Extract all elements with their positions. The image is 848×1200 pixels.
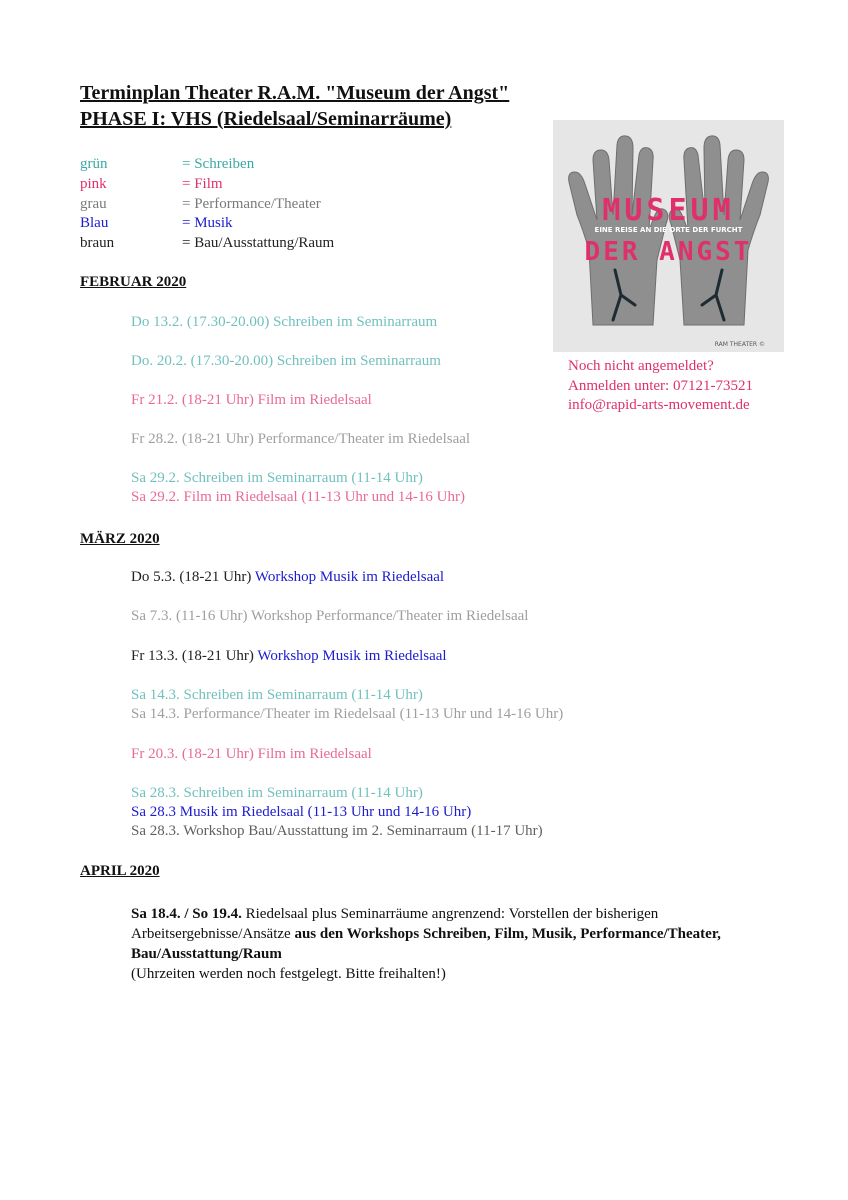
- event-item: Sa 7.3. (11-16 Uhr) Workshop Performance/Theater im Riedelsaal: [131, 608, 529, 624]
- event-item: Sa 14.3. Schreiben im Seminarraum (11-14 Uhr): [131, 687, 423, 703]
- legend-row-film: [80, 175, 540, 195]
- legend-key: grau: [80, 195, 107, 212]
- poster-tagline: EINE REISE AN DIE ORTE DER FURCHT: [594, 226, 743, 234]
- event-workshop: Workshop Musik im Riedelsaal: [257, 648, 447, 664]
- event-location: im Riedelsaal: [362, 569, 445, 585]
- event-item: Sa 28.3. Schreiben im Seminarraum (11-14 Uhr): [131, 785, 423, 801]
- color-legend: [80, 155, 540, 254]
- legend-value: = Film: [182, 175, 223, 192]
- legend-row-schreiben: [80, 155, 540, 175]
- event-item: Fr 20.3. (18-21 Uhr) Film im Riedelsaal: [131, 746, 372, 762]
- event-item: Sa 28.3. Workshop Bau/Ausstattung im 2. Seminarraum (11-17 Uhr): [131, 823, 543, 839]
- legend-value: = Musik: [182, 215, 233, 232]
- legend-row-bau: [80, 234, 540, 254]
- registration-note: [568, 357, 753, 416]
- note-email: info@rapid-arts-movement.de: [568, 397, 750, 413]
- poster-image: [553, 120, 784, 352]
- month-heading-february: FEBRUAR 2020: [80, 274, 187, 290]
- gloves-poster-graphic: [553, 120, 784, 352]
- event-time: Do 5.3. (18-21 Uhr): [131, 569, 252, 585]
- poster-credit: RAM THEATER ©: [714, 341, 765, 348]
- note-phone: Anmelden unter: 07121-73521: [568, 377, 753, 394]
- event-item: Do. 20.2. (17.30-20.00) Schreiben im Seminarraum: [131, 353, 441, 369]
- event-item: Sa 29.2. Film im Riedelsaal (11-13 Uhr und 14-16 Uhr): [131, 489, 465, 505]
- poster-title-1: MUSEUM: [602, 193, 735, 228]
- event-item: [131, 647, 447, 667]
- legend-value: = Performance/Theater: [182, 195, 321, 212]
- event-time: Fr 13.3. (18-21 Uhr): [131, 648, 254, 664]
- event-item: Sa 14.3. Performance/Theater im Riedelsaal (11-13 Uhr und 14-16 Uhr): [131, 706, 564, 722]
- event-item: Fr 28.2. (18-21 Uhr) Performance/Theater im Riedelsaal: [131, 431, 471, 447]
- poster-title-2: DER ANGST: [584, 237, 753, 267]
- month-heading-march: MÄRZ 2020: [80, 531, 160, 547]
- april-description: Riedelsaal plus Seminarräume angrenzend: Vorstellen der bisherigen Arbeitsergebnisse/Ansätze: [131, 906, 659, 942]
- event-item: Do 13.2. (17.30-20.00) Schreiben im Seminarraum: [131, 314, 438, 330]
- event-item: Sa 28.3 Musik im Riedelsaal (11-13 Uhr und 14-16 Uhr): [131, 804, 472, 820]
- april-time-note: (Uhrzeiten werden noch festgelegt. Bitte freihalten!): [131, 966, 446, 982]
- event-workshop: Workshop Musik: [254, 569, 359, 585]
- document-title: Terminplan Theater R.A.M. "Museum der Angst": [80, 82, 510, 104]
- legend-key: Blau: [80, 215, 109, 232]
- april-dates: Sa 18.4. / So 19.4.: [131, 906, 242, 922]
- legend-key: grün: [80, 156, 108, 172]
- legend-row-performance: [80, 195, 540, 215]
- legend-value: = Bau/Ausstattung/Raum: [182, 235, 335, 252]
- month-heading-april: APRIL 2020: [80, 863, 160, 879]
- april-event-paragraph: [131, 904, 751, 984]
- april-workshops: aus den Workshops Schreiben, Film, Musik, Performance/Theater, Bau/Ausstattung/Raum: [131, 926, 721, 962]
- event-item: Sa 29.2. Schreiben im Seminarraum (11-14 Uhr): [131, 470, 423, 486]
- event-item: Fr 21.2. (18-21 Uhr) Film im Riedelsaal: [131, 392, 372, 408]
- phase-heading: PHASE I: VHS (Riedelsaal/Seminarräume): [80, 108, 452, 130]
- legend-key: braun: [80, 235, 115, 252]
- note-line: Noch nicht angemeldet?: [568, 358, 714, 374]
- legend-value: = Schreiben: [182, 156, 255, 172]
- legend-key: pink: [80, 175, 107, 192]
- event-item: [131, 568, 444, 588]
- legend-row-musik: [80, 214, 540, 234]
